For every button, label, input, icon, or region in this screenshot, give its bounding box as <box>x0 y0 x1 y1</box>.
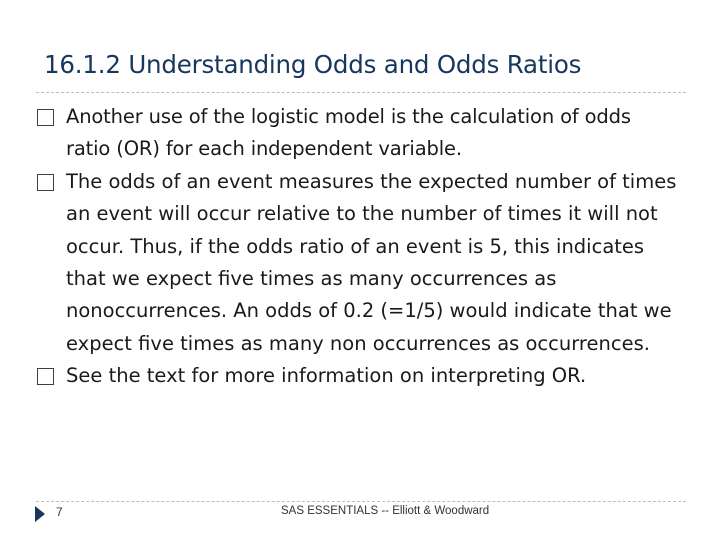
slide-title: 16.1.2 Understanding Odds and Odds Ratios <box>44 50 582 79</box>
bullet-item <box>37 166 677 360</box>
bullet-text: The odds of an event measures the expected number of times an event will occur relative to the number of times it will not occur. Thus, if the odds ratio of an event is 5, this indicates that we expect five times as many occurrences as nonoccurrences. An odds of 0.2 (=1/5) would indicate that we expect five times as many non occurrences as occurrences. <box>66 169 677 355</box>
footer-source: SAS ESSENTIALS -- Elliott & Woodward <box>281 505 490 517</box>
bullet-item <box>37 101 677 166</box>
title-divider <box>36 92 686 93</box>
bullet-text: Another use of the logistic model is the calculation of odds ratio (OR) for each independent variable. <box>66 105 631 161</box>
footer-divider <box>36 501 686 502</box>
square-bullet-icon <box>37 109 54 126</box>
bullet-text: See the text for more information on interpreting OR. <box>66 364 587 388</box>
bullet-list <box>37 101 677 393</box>
square-bullet-icon <box>37 368 54 385</box>
page-number: 7 <box>56 505 63 519</box>
bullet-item <box>37 360 677 392</box>
play-arrow-icon <box>35 506 45 522</box>
square-bullet-icon <box>37 174 54 191</box>
